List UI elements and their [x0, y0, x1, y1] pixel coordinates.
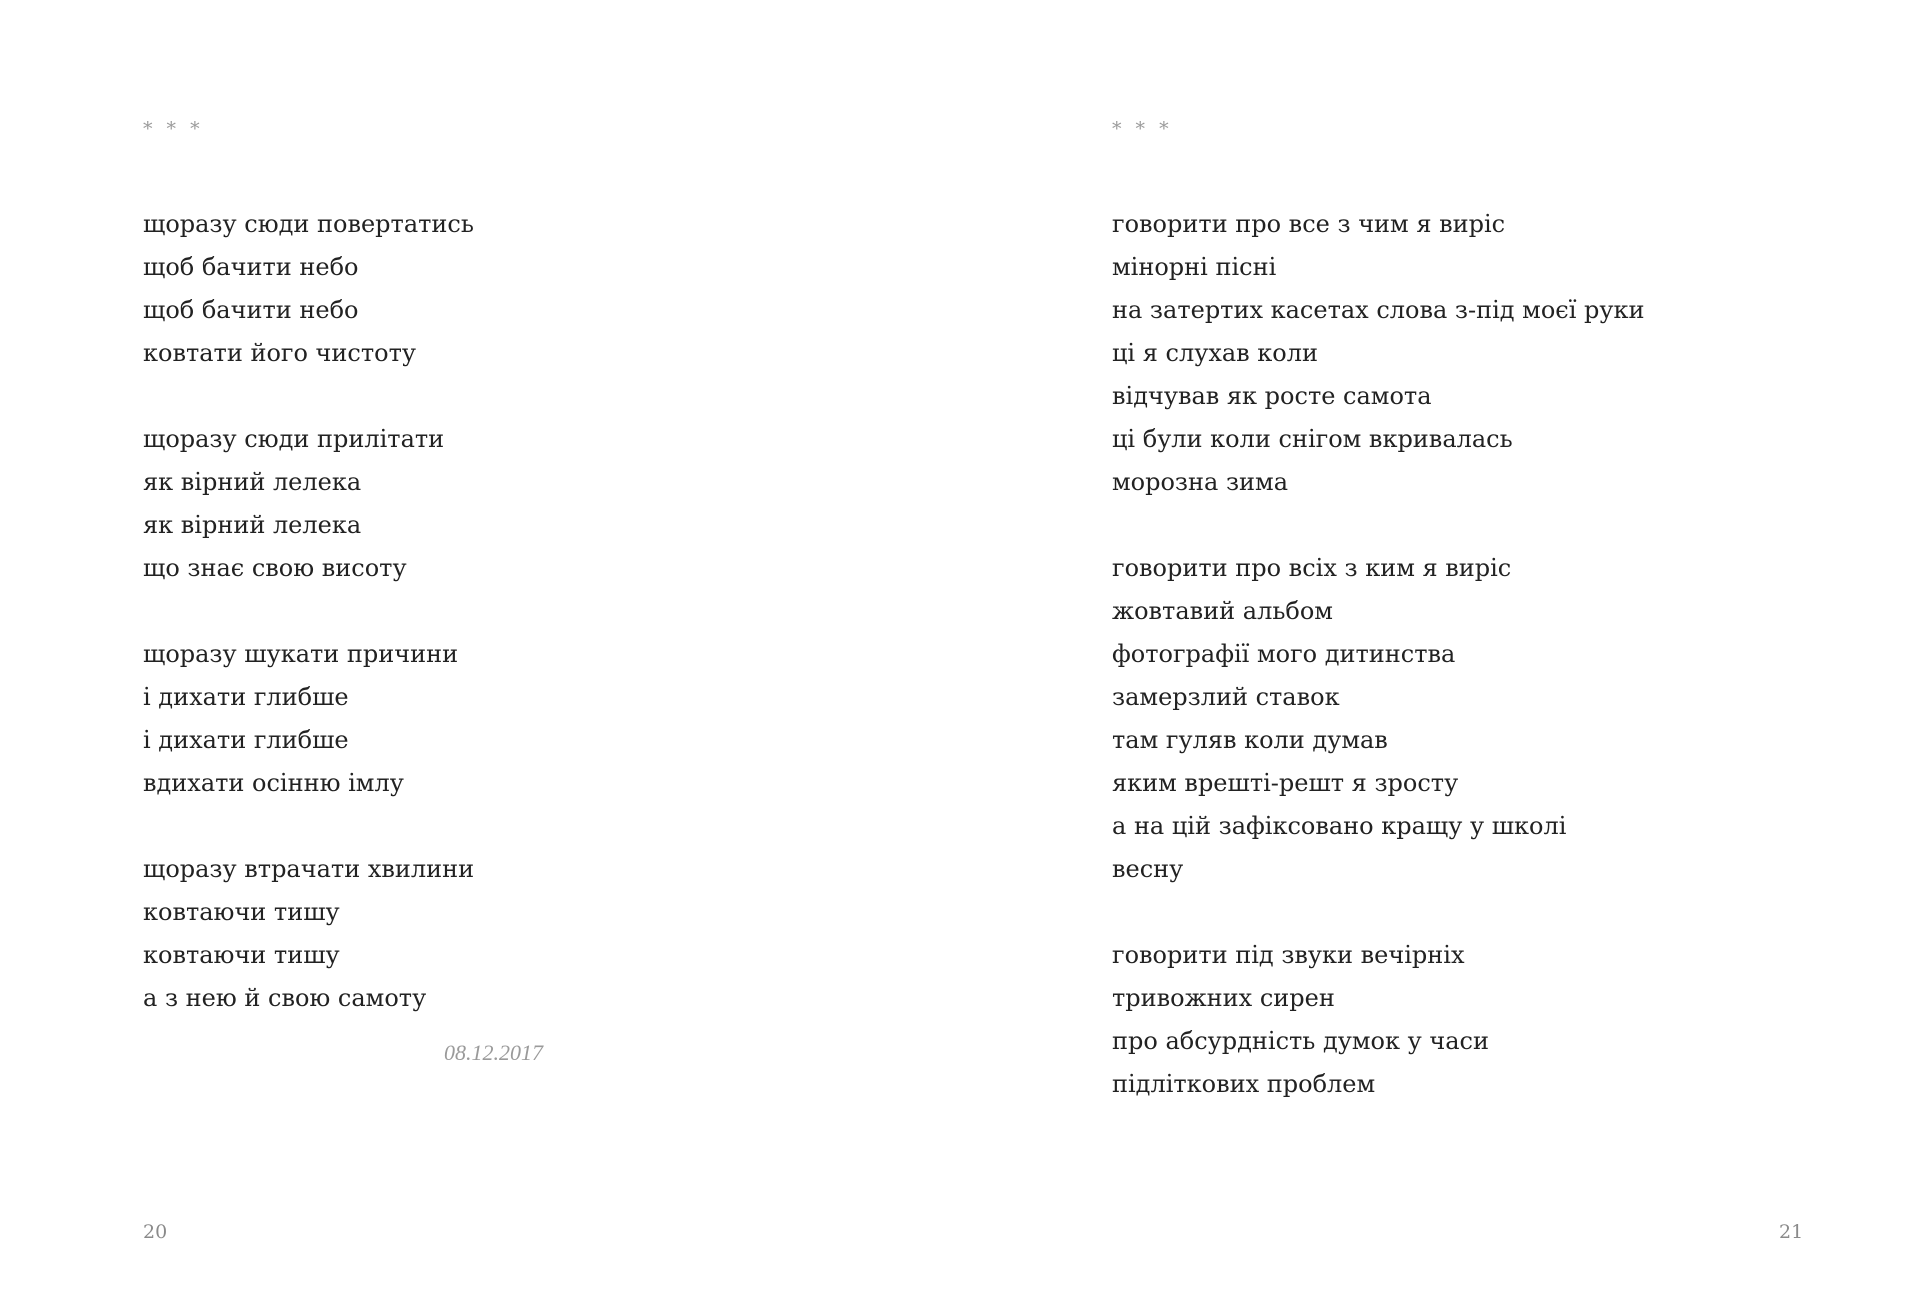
poem-line: морозна зима: [1112, 468, 1289, 496]
poem-line: говорити про все з чим я виріс: [1112, 210, 1506, 238]
poem-line: ці були коли снігом вкривалась: [1112, 425, 1513, 453]
poem-line: щоб бачити небо: [143, 296, 359, 324]
poem-line: щоб бачити небо: [143, 253, 359, 281]
poem-line: говорити під звуки вечірніх: [1112, 941, 1465, 969]
poem-line: відчував як росте самота: [1112, 382, 1432, 410]
right-page: [1112, 0, 1812, 1303]
poem-line: ковтати його чистоту: [143, 339, 416, 367]
poem-line: щоразу шукати причини: [143, 640, 459, 668]
poem-line: і дихати глибше: [143, 726, 349, 754]
poem-line: тривожних сирен: [1112, 984, 1335, 1012]
poem-line: що знає свою висоту: [143, 554, 407, 582]
poem-line: щоразу сюди прилітати: [143, 425, 445, 453]
poem-line: щоразу втрачати хвилини: [143, 855, 475, 883]
poem-line: про абсурдність думок у часи: [1112, 1027, 1489, 1055]
poem-line: ковтаючи тишу: [143, 898, 340, 926]
poem-line: як вірний лелека: [143, 511, 362, 539]
poem-date: 08.12.2017: [444, 1040, 543, 1065]
stanza: [143, 418, 474, 590]
poem-line: підліткових проблем: [1112, 1070, 1376, 1098]
poem-line: ці я слухав коли: [1112, 339, 1318, 367]
poem-line: там гуляв коли думав: [1112, 726, 1388, 754]
stanza: [143, 633, 474, 805]
stanza: [1112, 203, 1645, 504]
page-number: 20: [143, 1221, 168, 1243]
poem-line: як вірний лелека: [143, 468, 362, 496]
poem-line: мінорні пісні: [1112, 253, 1277, 281]
poem-line: жовтавий альбом: [1112, 597, 1333, 625]
poem-line: а з нею й свою самоту: [143, 984, 427, 1012]
poem-line: а на цій зафіксовано кращу у школі: [1112, 812, 1567, 840]
section-divider-stars: * * *: [143, 118, 204, 140]
poem-line: на затертих касетах слова з-під моєї руки: [1112, 296, 1645, 324]
poem-line: говорити про всіх з ким я виріс: [1112, 554, 1512, 582]
poem-line: яким врешті-решт я зросту: [1112, 769, 1459, 797]
stanza: [143, 848, 474, 1020]
section-divider-stars: * * *: [1112, 118, 1173, 140]
stanza: [1112, 934, 1645, 1106]
stanza: [1112, 547, 1645, 891]
poem-line: щоразу сюди повертатись: [143, 210, 474, 238]
poem-line: і дихати глибше: [143, 683, 349, 711]
poem-line: ковтаючи тишу: [143, 941, 340, 969]
poem-line: вдихати осінню імлу: [143, 769, 404, 797]
stanza: [143, 203, 474, 375]
page-number: 21: [1779, 1221, 1804, 1243]
poem-line: замерзлий ставок: [1112, 683, 1340, 711]
poem-line: фотографії мого дитинства: [1112, 640, 1456, 668]
poem-line: весну: [1112, 855, 1184, 883]
poem: [143, 203, 474, 1020]
poem: [1112, 203, 1645, 1106]
left-page: [143, 0, 843, 1303]
